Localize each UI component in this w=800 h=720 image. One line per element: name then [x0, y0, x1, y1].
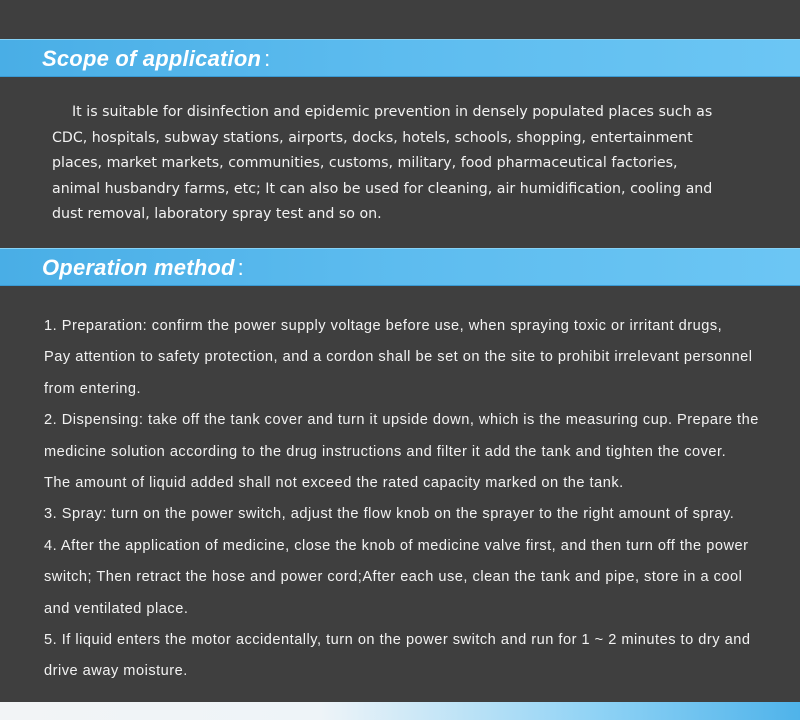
bottom-decorative-strip — [0, 702, 800, 720]
operation-line: 2. Dispensing: take off the tank cover and turn it upside down, which is the measuring cup. Prepare the — [44, 412, 759, 429]
scope-title-colon: : — [264, 46, 271, 71]
scope-line: dust removal, laboratory spray test and so on. — [52, 206, 382, 222]
operation-banner — [0, 248, 800, 286]
operation-line: switch; Then retract the hose and power cord;After each use, clean the tank and pipe, store in a cool — [44, 569, 743, 586]
operation-line: 5. If liquid enters the motor accidentally, turn on the power switch and run for 1 ~ 2 minutes to dry and — [44, 632, 751, 649]
operation-title-colon: : — [237, 255, 244, 280]
operation-line: and ventilated place. — [44, 600, 189, 617]
operation-title: Operation method : — [42, 255, 244, 280]
scope-line: It is suitable for disinfection and epidemic prevention in densely populated places such as — [72, 104, 713, 120]
scope-line: places, market markets, communities, customs, military, food pharmaceutical factories, — [52, 155, 678, 171]
operation-line: Pay attention to safety protection, and a cordon shall be set on the site to prohibit irrelevant personnel — [44, 349, 753, 366]
scope-title: Scope of application : — [42, 46, 271, 71]
scope-banner — [0, 39, 800, 77]
scope-paragraph — [52, 100, 774, 228]
operation-line: The amount of liquid added shall not exceed the rated capacity marked on the tank. — [44, 475, 624, 492]
operation-steps — [44, 311, 774, 688]
operation-line: medicine solution according to the drug instructions and filter it add the tank and tighten the cover. — [44, 443, 727, 460]
operation-line: 1. Preparation: confirm the power supply voltage before use, when spraying toxic or irritant drugs, — [44, 318, 723, 334]
operation-line: 4. After the application of medicine, close the knob of medicine valve first, and then turn off the power — [44, 537, 749, 554]
scope-line: animal husbandry farms, etc; It can also be used for cleaning, air humidification, cooling and — [52, 180, 713, 197]
operation-line: drive away moisture. — [44, 663, 188, 680]
operation-line: 3. Spray: turn on the power switch, adjust the flow knob on the sprayer to the right amount of spray. — [44, 506, 735, 523]
scope-line: CDC, hospitals, subway stations, airports, docks, hotels, schools, shopping, entertainment — [52, 129, 693, 146]
operation-line: from entering. — [44, 380, 142, 397]
